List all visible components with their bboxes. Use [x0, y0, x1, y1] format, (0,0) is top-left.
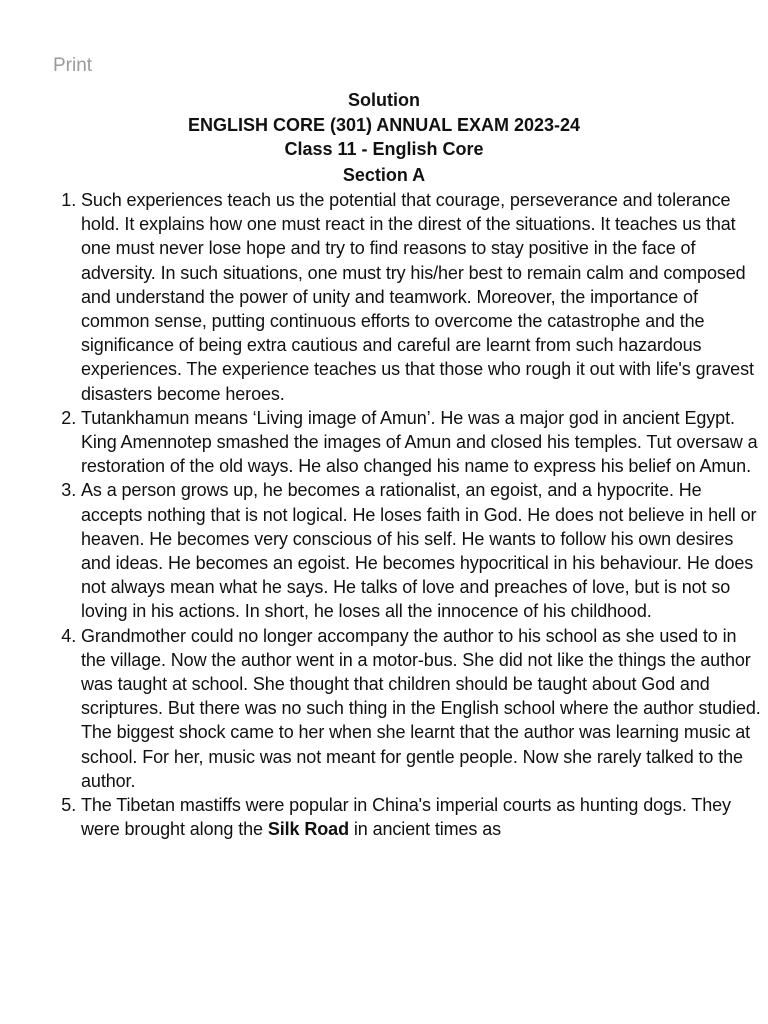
bold-term: Silk Road: [267, 819, 349, 840]
answer-text-part: The Tibetan mastiffs were popular in China's imperial courts as hunting dogs. They were brought along the: [81, 795, 731, 840]
answer-item-1: [81, 188, 761, 406]
answer-text-part: in ancient times as: [348, 819, 502, 840]
section-heading: Section A: [342, 164, 426, 185]
answer-text: 1. Such experiences teach us the potential that courage, perseverance and tolerance hold. It explains how one must react in the direst of the situations. It teaches us that one must never lose hope and try to find reasons to stay positive in the face of adversity. In such situations, one must try his/her best to remain calm and composed and understand the power of unity and teamwork. Moreover, the importance of common sense, putting continuous efforts to overcome the catastrophe and the significance of being extra cautious and careful are learnt from such hazardous experiences. The experience teaches us that those who rough it out with life's gravest disasters become heroes.: [81, 190, 754, 404]
answer-item-2: [81, 406, 761, 479]
exam-title: ENGLISH CORE (301) ANNUAL EXAM 2023-24: [187, 114, 581, 135]
print-link[interactable]: Print: [53, 55, 93, 76]
class-subtitle: Class 11 - English Core: [284, 139, 484, 159]
solution-title: Solution: [348, 90, 420, 110]
answer-text: 4. Grandmother could no longer accompany the author to his school as she used to in the village. Now the author went in a motor-bus. She did not like the things the author was taught at school. She thought that children should be taught about God and scriptures. But there was no such thing in the English school where the author studied.: [81, 625, 761, 719]
answer-text: 3. As a person grows up, he becomes a rationalist, an egoist, and a hypocrite. He accepts nothing that is not logical. He loses faith in God. He does not believe in hell or heaven. He becomes very conscious of his self. He wants to follow his own desires and ideas. He becomes an egoist. He becomes hypocritical in his behaviour. He does not always mean what he says. He talks of love and preaches of love, but is not so loving in his actions. In short, he loses all the innocence of his childhood.: [81, 480, 757, 622]
answer-item-3: [81, 478, 761, 623]
answer-list: [50, 188, 761, 841]
answer-text: 2. Tutankhamun means ‘Living image of Amun’. He was a major god in ancient Egypt. King Amennotep smashed the images of Amun and closed his temples. Tut oversaw a restoration of the old ways. He also changed his name to express his belief on Amun.: [81, 407, 758, 477]
document-header: [0, 88, 768, 187]
answer-text-continued: The biggest shock came to her when she learnt that the author was learning music at school. For her, music was not meant for gentle people. Now she rarely talked to the author.: [81, 722, 751, 791]
answer-item-4: [81, 624, 761, 793]
answer-item-5: [81, 793, 761, 841]
answer-text: [81, 793, 761, 841]
